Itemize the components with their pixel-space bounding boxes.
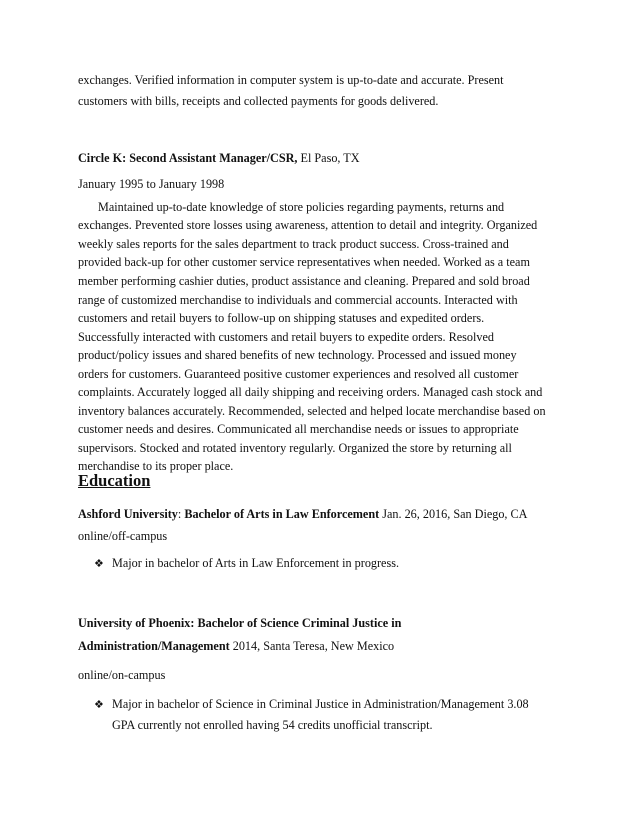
intro-line-1: exchanges. Verified information in computer system is up-to-date and accurate. Present	[78, 73, 504, 87]
phoenix-program: Administration/Management	[78, 639, 230, 653]
ashford-details: Jan. 26, 2016, San Diego, CA	[379, 507, 528, 521]
ashford-degree: Bachelor of Arts in Law Enforcement	[184, 507, 380, 521]
job-description-line: weekly sales reports for the sales department to track product success. Cross-trained and	[78, 237, 509, 251]
phoenix-line-1: University of Phoenix: Bachelor of Science Criminal Justice in	[78, 616, 402, 630]
ashford-sep: :	[177, 507, 185, 521]
job-title-line	[78, 150, 360, 166]
job-description-line: member performing cashier duties, product assistance and cleaning. Prepared and sold broad	[78, 274, 530, 288]
job-description-line: Successfully interacted with customers and retail buyers to expedite orders. Resolved	[78, 330, 494, 344]
job-description-line: orders for customers. Guaranteed positive customer experiences and resolved all customer	[78, 367, 519, 381]
job-title: Circle K: Second Assistant Manager/CSR,	[78, 151, 298, 165]
intro-line-2: customers with bills, receipts and collected payments for goods delivered.	[78, 94, 439, 108]
job-description-line: product/policy issues and shared benefits of new technology. Processed and issued money	[78, 348, 517, 362]
job-location: El Paso, TX	[297, 151, 360, 165]
job-description-line: customer needs and desires. Communicated all merchandise needs or issues to appropriate	[78, 422, 519, 436]
job-description-line: provided back-up for other customer service representatives when needed. Worked as a team	[78, 255, 530, 269]
phoenix-mode: online/on-campus	[78, 668, 166, 682]
job-description-line: customers and retail buyers to follow-up on shipping statuses and expedited orders.	[78, 311, 485, 325]
ashford-line	[78, 506, 527, 522]
job-description-line: exchanges. Prevented store losses using awareness, attention to detail and integrity. Organized	[78, 218, 538, 232]
diamond-bullet-icon: ❖	[94, 557, 104, 570]
phoenix-line-2	[78, 638, 394, 654]
diamond-bullet-icon: ❖	[94, 698, 104, 711]
job-description-line: Maintained up-to-date knowledge of store policies regarding payments, returns and	[98, 200, 505, 214]
ashford-bullet	[94, 555, 399, 572]
job-description-line: inventory balances accurately. Recommended, selected and helped locate merchandise based on	[78, 404, 546, 418]
phoenix-bullet-text-2: GPA currently not enrolled having 54 credits unofficial transcript.	[112, 718, 433, 732]
phoenix-bullet	[94, 696, 529, 713]
job-description-line: merchandise to its proper place.	[78, 459, 234, 473]
job-description-line: supervisors. Stocked and rotated inventory regularly. Organized the store by returning all	[78, 441, 512, 455]
ashford-school: Ashford University	[78, 507, 178, 521]
phoenix-details: 2014, Santa Teresa, New Mexico	[229, 639, 395, 653]
job-description-line: complaints. Accurately logged all daily shipping and receiving orders. Managed cash stock and	[78, 385, 543, 399]
ashford-bullet-text: Major in bachelor of Arts in Law Enforcement in progress.	[112, 556, 400, 570]
job-dates: January 1995 to January 1998	[78, 177, 225, 191]
phoenix-bullet-text-1: Major in bachelor of Science in Criminal Justice in Administration/Management 3.08	[112, 697, 529, 711]
job-description-line: range of customized merchandise to individuals and commercial accounts. Interacted with	[78, 293, 518, 307]
education-heading: Education	[78, 471, 151, 490]
ashford-mode: online/off-campus	[78, 529, 168, 543]
